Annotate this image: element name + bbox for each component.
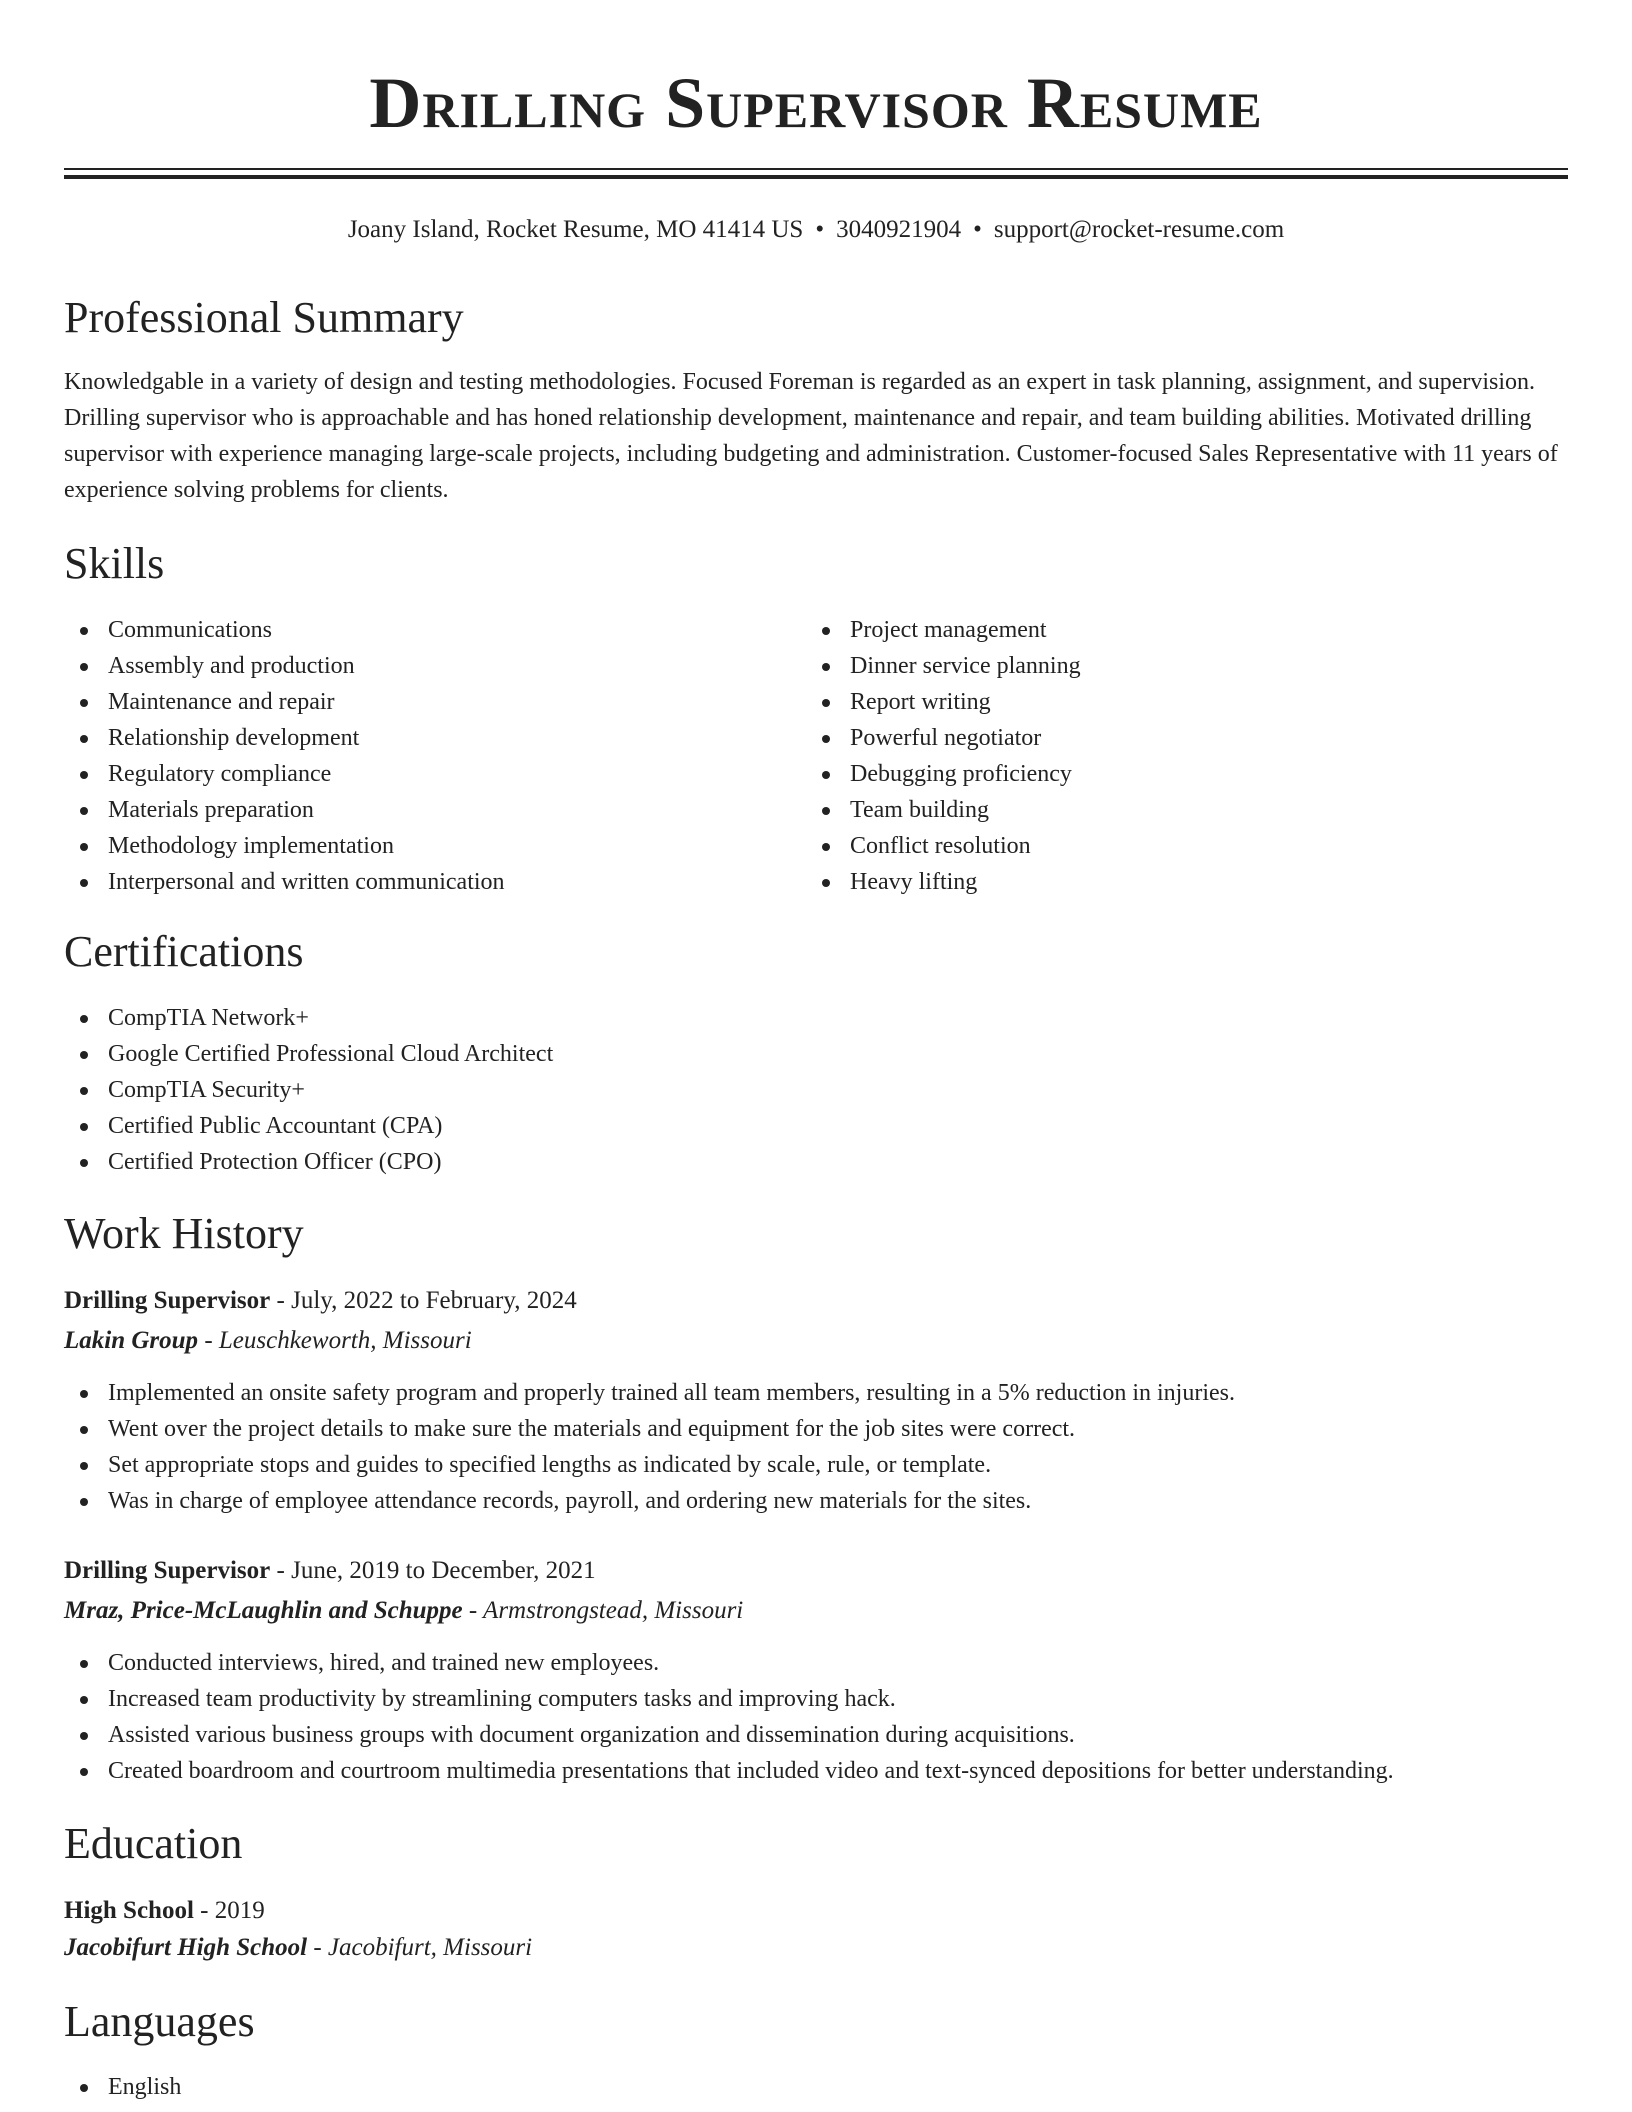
skill-item: Relationship development [64, 720, 804, 756]
certifications-heading: Certifications [64, 927, 304, 976]
certification-item: CompTIA Security+ [64, 1072, 1568, 1108]
school-location: - Jacobifurt, Missouri [307, 1934, 533, 1961]
skill-item: Powerful negotiator [806, 720, 1546, 756]
title-rule-thin [64, 168, 1568, 170]
certification-item: CompTIA Network+ [64, 1000, 1568, 1036]
education-heading: Education [64, 1819, 243, 1868]
title-rule-thick [64, 175, 1568, 179]
contact-email: support@rocket-resume.com [993, 216, 1285, 243]
skill-item: Dinner service planning [806, 648, 1546, 684]
school-name: Jacobifurt High School [64, 1934, 308, 1961]
job-dates: - June, 2019 to December, 2021 [270, 1557, 596, 1584]
skill-item: Assembly and production [64, 648, 804, 684]
contact-line [64, 212, 1568, 248]
skills-heading: Skills [64, 539, 165, 588]
job-bullets [64, 1645, 1568, 1789]
certifications-list [64, 1000, 1568, 1180]
skill-item: Methodology implementation [64, 828, 804, 864]
skill-item: Maintenance and repair [64, 684, 804, 720]
job-title: Drilling Supervisor [64, 1287, 271, 1314]
skill-item: Interpersonal and written communication [64, 864, 804, 900]
summary-heading: Professional Summary [64, 293, 464, 342]
languages-list [64, 2069, 1568, 2105]
employer-line [64, 1593, 743, 1629]
employer-location: - Armstrongstead, Missouri [462, 1597, 744, 1624]
contact-phone: 3040921904 [836, 216, 962, 243]
skill-item: Report writing [806, 684, 1546, 720]
contact-separator: • [973, 216, 982, 243]
employer-name: Lakin Group [64, 1327, 199, 1354]
skill-item: Conflict resolution [806, 828, 1546, 864]
skill-item: Project management [806, 612, 1546, 648]
page-title: Drilling Supervisor Resume [369, 63, 1263, 143]
skill-item: Regulatory compliance [64, 756, 804, 792]
employer-location: - Leuschkeworth, Missouri [198, 1327, 472, 1354]
skill-item: Materials preparation [64, 792, 804, 828]
job-bullet: Assisted various business groups with document organization and dissemination during acquisitions. [64, 1717, 1568, 1753]
job-bullet: Set appropriate stops and guides to specified lengths as indicated by scale, rule, or template. [64, 1447, 1568, 1483]
job-bullet: Created boardroom and courtroom multimedia presentations that included video and text-synced depositions for better understanding. [64, 1753, 1568, 1789]
skill-item: Debugging proficiency [806, 756, 1546, 792]
school-line [64, 1930, 532, 1966]
job-bullet: Was in charge of employee attendance records, payroll, and ordering new materials for the sites. [64, 1483, 1568, 1519]
contact-separator: • [815, 216, 825, 243]
certification-item: Google Certified Professional Cloud Architect [64, 1036, 1568, 1072]
job-bullet: Conducted interviews, hired, and trained new employees. [64, 1645, 1568, 1681]
job-title: Drilling Supervisor [64, 1557, 271, 1584]
employer-name: Mraz, Price-McLaughlin and Schuppe [64, 1597, 463, 1624]
work-history-heading: Work History [64, 1209, 304, 1258]
job-bullet: Increased team productivity by streamlining computers tasks and improving hack. [64, 1681, 1568, 1717]
skill-item: Team building [806, 792, 1546, 828]
job-bullet: Went over the project details to make sure the materials and equipment for the job sites were correct. [64, 1411, 1568, 1447]
skills-list-right [806, 612, 1546, 900]
job-bullets [64, 1375, 1568, 1519]
certification-item: Certified Protection Officer (CPO) [64, 1144, 1568, 1180]
job-title-line [64, 1553, 596, 1589]
degree-year: - 2019 [193, 1897, 265, 1924]
skill-item: Communications [64, 612, 804, 648]
skill-item: Heavy lifting [806, 864, 1546, 900]
job-dates: - July, 2022 to February, 2024 [270, 1287, 577, 1314]
contact-address: Joany Island, Rocket Resume, MO 41414 US [347, 216, 804, 243]
job-title-line [64, 1283, 577, 1319]
summary-text: Knowledgable in a variety of design and testing methodologies. Focused Foreman is regarded as an expert in task planning, assignment, and supervision. Drilling supervisor who is approachable and has honed relationship development, maintenance and repair, and team building abilities. Motivated drilling supervisor with experience managing large-scale projects, including budgeting and administration. Customer-focused Sales Representative with 11 years of experience solving problems for clients. [64, 369, 1558, 503]
degree-line [64, 1893, 265, 1929]
employer-line [64, 1323, 472, 1359]
degree-name: High School [64, 1897, 194, 1924]
language-item: English [64, 2069, 1568, 2105]
certification-item: Certified Public Accountant (CPA) [64, 1108, 1568, 1144]
skills-list-left [64, 612, 804, 900]
job-bullet: Implemented an onsite safety program and properly trained all team members, resulting in a 5% reduction in injuries. [64, 1375, 1568, 1411]
languages-heading: Languages [64, 1997, 255, 2046]
resume-page [64, 0, 1568, 2100]
